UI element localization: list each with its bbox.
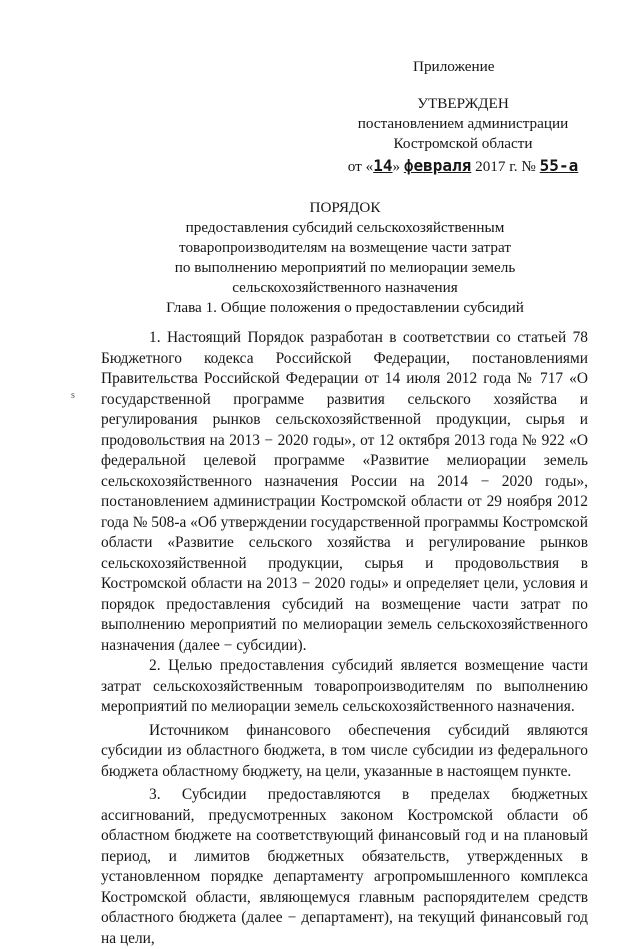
paragraph: 2. Целью предоставления субсидий является возмещение части затрат сельскохозяйственным товаропроизводителям по выполнению мероприятий по мелиорации земель сельскохозяйственного назначения. [101,657,588,715]
date-prefix: от « [347,158,374,175]
date-year: 2017 г. № [471,158,540,175]
approval-line-2: Костромской области [393,135,533,152]
title-word: ПОРЯДОК [309,199,381,216]
appendix-label: Приложение [413,58,495,75]
approval-line-1: постановлением администрации [357,115,569,132]
approval-date [335,156,591,177]
document-title [100,198,590,298]
date-day: 14 [373,156,393,175]
title-line: сельскохозяйственного назначения [232,279,458,296]
paragraph: 1. Настоящий Порядок разработан в соответствии со статьей 78 Бюджетного кодекса Российской Федерации, постановлениями Правительства Российской Федерации от 14 июля 2012 года № 717 «О государственной программе развития сельского хозяйства и регулирования рынков сельскохозяйственной продукции, сырья и продовольствия на 2013 − 2020 годы», от 12 октября 2013 года № 922 «О федеральной целевой программе «Развитие мелиорации земель сельскохозяйственного назначения России на 2014 − 2020 годы», постановлением администрации Костромской области от 29 ноября 2012 года № 508-а «Об утверждении государственной программы Костромской области «Развитие сельского хозяйства и регулирование рынков сельскохозяйственной продукции, сырья и продовольствия в Костромской области на 2013 − 2020 годы» и определяет цели, условия и порядок предоставления субсидий на возмещение части затрат по выполнению мероприятий по мелиорации земель сельскохозяйственного назначения (далее − субсидии). [101,329,588,654]
paragraph: Источником финансового обеспечения субсидий являются субсидии из областного бюджета, в том числе субсидии из федерального бюджета областному бюджету, на цели, указанные в настоящем пункте. [101,721,588,780]
approval-block [335,94,591,177]
paragraph: 3. Субсидии предоставляются в пределах бюджетных ассигнований, предусмотренных законом Костромской области об областном бюджете на соответствующий финансовый год и на плановый период, и лимитов бюджетных обязательств, утвержденных в установленном порядке департаменту агропромышленного комплекса Костромской области, являющемуся главным распорядителем средств областного бюджета (далее − департамент), на текущий финансовый год на цели, [101,786,588,947]
date-mid: » [392,158,404,175]
date-month: февраля [403,156,472,175]
title-line: товаропроизводителям на возмещение части затрат [179,239,511,256]
document-body [101,328,588,949]
date-number: 55-а [539,156,579,175]
chapter-heading: Глава 1. Общие положения о предоставлении субсидий [166,299,524,316]
title-line: по выполнению мероприятий по мелиорации земель [174,259,516,276]
approved-label: УТВЕРЖДЕН [417,95,509,112]
margin-mark: s [71,390,75,401]
title-line: предоставления субсидий сельскохозяйственным [185,219,505,236]
